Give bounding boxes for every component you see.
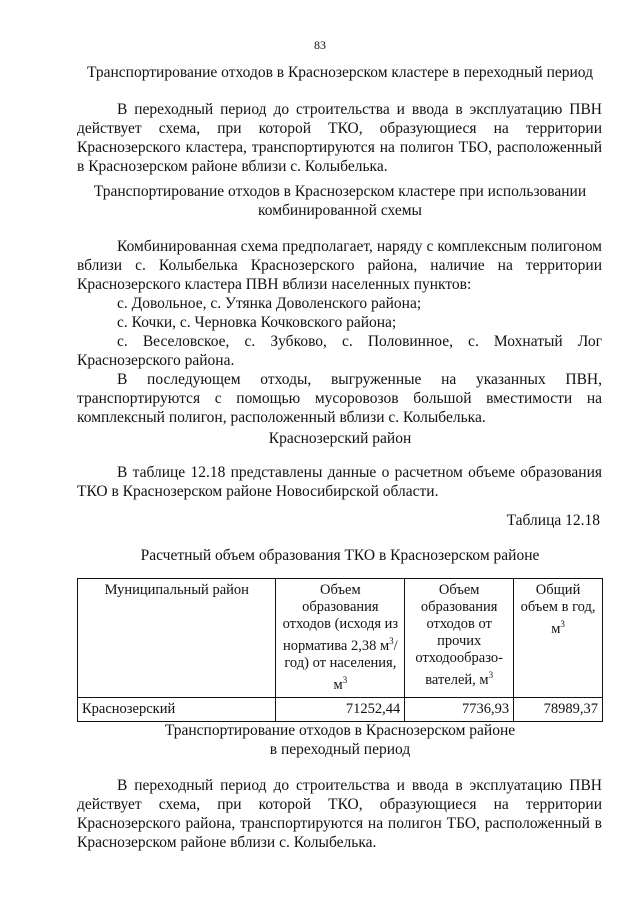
- list-item: с. Веселовское, с. Зубково, с. Половинное, с. Мохнатый Лог Краснозерского района.: [77, 333, 602, 369]
- cell-other: 7736,93: [405, 697, 514, 721]
- paragraph-transition: В переходный период до строительства и ввода в эксплуатацию ПВН действует схема, при которой ТКО, образующиеся на территории Краснозерского кластера, транспортируются на полигон ТБО, расположенный в Краснозерском районе вблизи с. Колыбелька.: [77, 101, 602, 175]
- cell-district: Краснозерский: [78, 697, 276, 721]
- section-heading-district: Краснозерский район: [268, 430, 412, 447]
- table-title: Расчетный объем образования ТКО в Краснозерском районе: [140, 547, 540, 564]
- waste-volume-table: [77, 578, 603, 722]
- section-heading-district-transition-line2: в переходный период: [269, 741, 411, 758]
- section-heading-transition: Транспортирование отходов в Краснозерском кластере в переходный период: [86, 64, 593, 81]
- page-number: 83: [314, 38, 326, 52]
- column-header-district: Муниципальный район: [78, 579, 276, 698]
- paragraph-district-transition: В переходный период до строительства и ввода в эксплуатацию ПВН действует схема, при которой ТКО, образующиеся на территории Краснозерского района, транспортируются на полигон ТБО, расположенный в Краснозерском районе вблизи с. Колыбелька.: [77, 777, 602, 851]
- list-item: с. Довольное, с. Утянка Доволенского района;: [117, 295, 422, 312]
- column-header-population: Объем образования отходов (исходя из норматива 2,38 $м^3/год$) от населения, $м^3$: [276, 579, 405, 698]
- paragraph-subsequent: В последующем отходы, выгруженные на указанных ПВН, транспортируются с помощью мусоровозов большой вместимости на комплексный полигон, расположенный вблизи с. Колыбелька.: [77, 371, 602, 426]
- list-item: с. Кочки, с. Черновка Кочковского района;: [117, 314, 397, 331]
- column-header-total: Общий объем в год, $м^3$: [514, 579, 603, 698]
- cell-total: 78989,37: [514, 697, 603, 721]
- table-row: [78, 697, 603, 721]
- table-number: Таблица 12.18: [506, 512, 600, 529]
- table-header-row: [78, 579, 603, 698]
- section-heading-combined-line2: комбинированной схемы: [258, 202, 422, 219]
- section-heading-combined-line1: Транспортирование отходов в Краснозерском кластере при использовании: [93, 183, 587, 200]
- paragraph-table-intro: В таблице 12.18 представлены данные о расчетном объеме образования ТКО в Краснозерском районе Новосибирской области.: [77, 464, 602, 500]
- paragraph-combined-scheme: Комбинированная схема предполагает, наряду с комплексным полигоном вблизи с. Колыбелька Краснозерского района, наличие на территории Краснозерского кластера ПВН вблизи населенных пунктов:: [77, 238, 602, 293]
- cell-population: 71252,44: [276, 697, 405, 721]
- column-header-other: Объем образования отходов от прочих отходообразо-вателей, $м^3$: [405, 579, 514, 698]
- section-heading-district-transition-line1: Транспортирование отходов в Краснозерском районе: [164, 722, 516, 739]
